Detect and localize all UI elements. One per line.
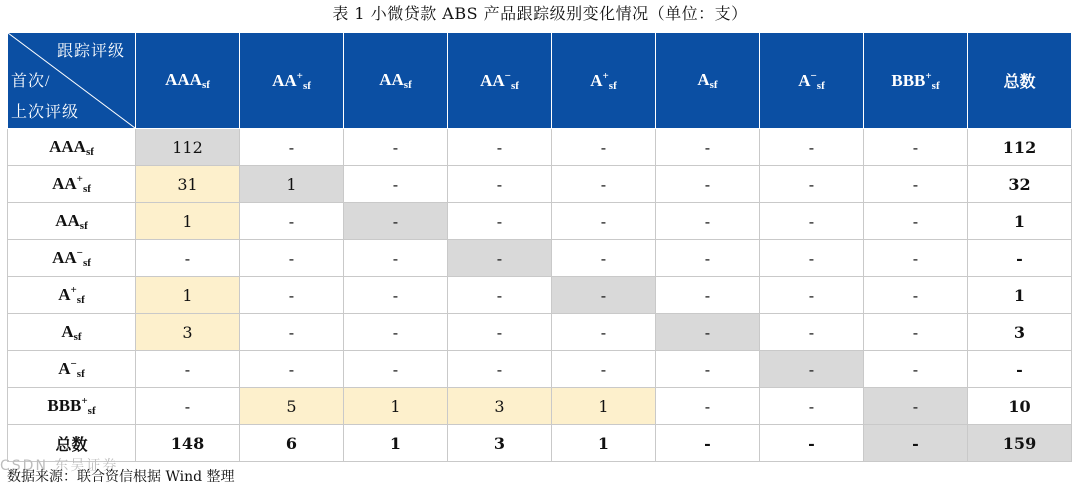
rating-base: A	[58, 285, 71, 304]
total-row	[8, 425, 1072, 462]
rating-suffix: sf	[85, 145, 94, 158]
rating-base: A	[697, 70, 710, 89]
rating-base: AAA	[49, 136, 86, 156]
table-cell: -	[864, 314, 968, 351]
row-total-cell: -	[968, 351, 1072, 388]
table-cell: -	[760, 166, 864, 203]
table-row	[8, 203, 1072, 240]
row-header	[8, 314, 136, 351]
watermark: CSDN 东吴证券	[0, 458, 119, 474]
rating-modifier: −	[504, 69, 511, 82]
corner-label-first: 首次/	[11, 73, 51, 90]
table-cell: -	[240, 351, 344, 388]
table-cell: -	[448, 277, 552, 314]
rating-modifier: −	[810, 69, 817, 82]
rating-suffix: sf	[82, 257, 91, 269]
table-cell: -	[552, 129, 656, 166]
table-cell: -	[344, 314, 448, 351]
table-cell: -	[656, 166, 760, 203]
table-row	[8, 314, 1072, 351]
rating-base: AA	[480, 70, 505, 90]
table-cell: -	[656, 388, 760, 425]
rating-suffix: sf	[76, 294, 85, 306]
table-cell: -	[136, 351, 240, 388]
rating-base: AA	[52, 174, 77, 193]
table-cell: -	[552, 240, 656, 277]
rating-base: AA	[52, 248, 77, 267]
rating-suffix: sf	[816, 79, 825, 92]
table-cell: -	[448, 166, 552, 203]
row-header	[8, 129, 136, 166]
table-cell: -	[864, 351, 968, 388]
row-total-cell: -	[968, 240, 1072, 277]
table-cell: 1	[136, 203, 240, 240]
column-header-label	[480, 69, 519, 92]
table-cell: 1	[344, 388, 448, 425]
row-header	[8, 240, 136, 277]
column-header-label	[891, 69, 940, 92]
table-cell: -	[448, 240, 552, 277]
rating-suffix: sf	[79, 219, 88, 232]
column-total-cell: -	[864, 425, 968, 462]
column-header-label	[272, 69, 311, 92]
column-total-cell: 3	[448, 425, 552, 462]
grand-total-cell: 159	[968, 425, 1072, 462]
table-cell: -	[864, 277, 968, 314]
table-cell: -	[864, 166, 968, 203]
table-cell: -	[760, 203, 864, 240]
table-cell: -	[552, 351, 656, 388]
rating-base: A	[58, 359, 71, 378]
table-cell: -	[240, 277, 344, 314]
column-total-cell: 1	[552, 425, 656, 462]
table-cell: -	[344, 203, 448, 240]
rating-suffix: sf	[76, 368, 85, 380]
table-cell: -	[864, 203, 968, 240]
row-header-label	[55, 210, 88, 232]
column-header	[448, 33, 552, 129]
column-total-cell: 1	[344, 425, 448, 462]
row-total-cell: 1	[968, 203, 1072, 240]
rating-base: BBB	[47, 396, 82, 415]
column-total-cell: -	[760, 425, 864, 462]
row-header	[8, 351, 136, 388]
table-cell: -	[552, 203, 656, 240]
rating-suffix: sf	[201, 79, 210, 91]
table-cell: -	[552, 277, 656, 314]
corner-label-previous: 上次评级	[11, 104, 80, 121]
table-cell: -	[344, 166, 448, 203]
column-header	[136, 33, 240, 129]
column-header	[240, 33, 344, 129]
table-cell: -	[448, 314, 552, 351]
rating-base: A	[590, 70, 603, 90]
table-cell: -	[656, 240, 760, 277]
table-cell: -	[656, 129, 760, 166]
table-cell: -	[240, 129, 344, 166]
data-source-note: 数据来源：联合资信根据 Wind 整理	[7, 469, 235, 485]
table-cell: -	[656, 277, 760, 314]
table-cell: 1	[240, 166, 344, 203]
row-header-label	[52, 247, 91, 269]
row-header-label	[47, 395, 96, 417]
rating-suffix: sf	[87, 405, 96, 417]
table-cell: -	[552, 314, 656, 351]
table-cell: -	[760, 277, 864, 314]
corner-label-tracking: 跟踪评级	[56, 43, 125, 60]
rating-suffix: sf	[709, 79, 718, 91]
table-cell: -	[656, 351, 760, 388]
row-header	[8, 166, 136, 203]
total-column-header: 总数	[968, 33, 1072, 129]
rating-modifier: +	[925, 69, 932, 82]
row-header	[8, 277, 136, 314]
table-row	[8, 240, 1072, 277]
column-total-cell: -	[656, 425, 760, 462]
rating-suffix: sf	[608, 79, 617, 92]
rating-modifier: +	[296, 69, 303, 82]
row-header-label	[61, 321, 82, 343]
rating-migration-table	[7, 32, 1072, 462]
rating-suffix: sf	[403, 79, 412, 91]
table-cell: -	[760, 388, 864, 425]
column-header-label	[165, 72, 210, 89]
table-cell: -	[864, 129, 968, 166]
table-row	[8, 166, 1072, 203]
rating-modifier: +	[602, 69, 609, 82]
table-cell: -	[656, 203, 760, 240]
column-total-cell: 6	[240, 425, 344, 462]
row-header	[8, 388, 136, 425]
row-total-cell: 112	[968, 129, 1072, 166]
table-cell: -	[864, 240, 968, 277]
table-cell: -	[344, 240, 448, 277]
table-row	[8, 277, 1072, 314]
column-header	[864, 33, 968, 129]
corner-header	[8, 33, 136, 129]
rating-base: A	[61, 321, 74, 341]
rating-base: AA	[379, 70, 404, 89]
column-header-label	[590, 69, 617, 92]
table-caption: 表 1 小微贷款 ABS 产品跟踪级别变化情况（单位：支）	[332, 4, 748, 23]
column-header-label	[697, 72, 717, 89]
rating-modifier: −	[76, 247, 83, 259]
table-cell: -	[344, 351, 448, 388]
table-row	[8, 351, 1072, 388]
table-cell: 1	[552, 388, 656, 425]
table-cell: -	[760, 240, 864, 277]
rating-suffix: sf	[73, 330, 82, 343]
rating-modifier: +	[76, 173, 83, 185]
row-total-cell: 1	[968, 277, 1072, 314]
table-cell: -	[136, 240, 240, 277]
table-cell: -	[656, 314, 760, 351]
table-cell: 112	[136, 129, 240, 166]
rating-base: AAA	[165, 70, 202, 89]
column-header	[760, 33, 864, 129]
table-cell: -	[760, 314, 864, 351]
table-cell: 3	[448, 388, 552, 425]
table-cell: -	[344, 277, 448, 314]
row-header-label	[49, 136, 94, 158]
row-header	[8, 203, 136, 240]
table-cell: -	[448, 129, 552, 166]
column-total-cell: 148	[136, 425, 240, 462]
rating-base: BBB	[891, 70, 926, 90]
table-cell: 31	[136, 166, 240, 203]
row-total-cell: 10	[968, 388, 1072, 425]
column-header	[344, 33, 448, 129]
rating-modifier: +	[70, 284, 77, 296]
row-header-label	[52, 173, 91, 195]
rating-suffix: sf	[931, 79, 940, 92]
table-cell: -	[552, 166, 656, 203]
table-cell: 3	[136, 314, 240, 351]
table-cell: -	[448, 203, 552, 240]
table-cell: 1	[136, 277, 240, 314]
rating-suffix: sf	[510, 79, 519, 92]
table-cell: -	[760, 129, 864, 166]
header-row	[8, 33, 1072, 129]
table-row	[8, 129, 1072, 166]
column-header	[656, 33, 760, 129]
rating-base: A	[798, 70, 811, 90]
table-cell: -	[448, 351, 552, 388]
table-cell: -	[240, 314, 344, 351]
total-row-header: 总数	[8, 425, 136, 462]
rating-base: AA	[55, 210, 80, 230]
row-total-cell: 3	[968, 314, 1072, 351]
column-header	[552, 33, 656, 129]
table-row	[8, 388, 1072, 425]
row-header-label	[58, 284, 85, 306]
table-cell: -	[760, 351, 864, 388]
rating-suffix: sf	[302, 79, 311, 92]
rating-base: AA	[272, 70, 297, 90]
column-header-label	[798, 69, 825, 92]
column-header-label	[379, 72, 412, 89]
table-cell: -	[864, 388, 968, 425]
table-cell: 5	[240, 388, 344, 425]
rating-suffix: sf	[82, 183, 91, 195]
table-cell: -	[136, 388, 240, 425]
row-header-label	[58, 358, 85, 380]
table-cell: -	[240, 240, 344, 277]
table-cell: -	[240, 203, 344, 240]
rating-modifier: +	[81, 395, 88, 407]
row-total-cell: 32	[968, 166, 1072, 203]
rating-modifier: −	[70, 358, 77, 370]
table-cell: -	[344, 129, 448, 166]
